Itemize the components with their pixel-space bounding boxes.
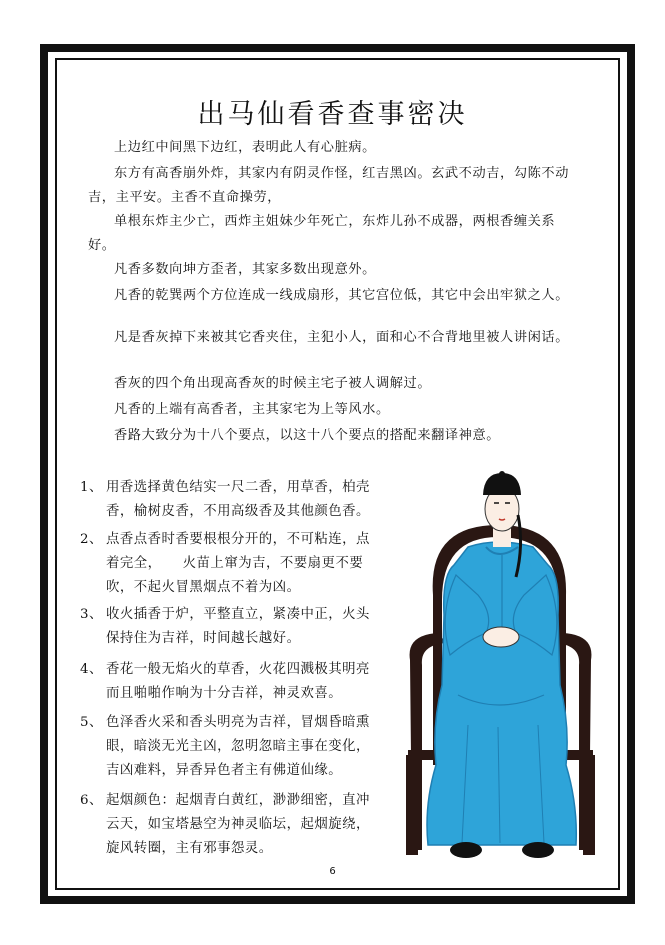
list-item-line: 吉凶难料，异香异色者主有佛道仙缘。 — [106, 763, 343, 778]
list-item-number: 4、 — [80, 662, 103, 677]
paragraph-1: 上边红中间黑下边红，表明此人有心脏病。 — [114, 140, 376, 155]
page-title: 出马仙看香查事密决 — [197, 99, 468, 130]
list-item-line: 香，榆树皮香，不用高级香及其他颜色香。 — [106, 504, 370, 519]
list-item-line: 而且啪啪作响为十分吉祥，神灵欢喜。 — [106, 686, 343, 701]
list-item-line: 着完全， 火苗上窜为吉，不要扇更不要 — [106, 556, 364, 571]
list-item-line: 起烟颜色：起烟青白黄红，渺渺细密，直冲 — [106, 793, 370, 808]
robe — [427, 542, 576, 845]
paragraph-6: 凡是香灰掉下来被其它香夹住，主犯小人，面和心不合背地里被人讲闲话。 — [114, 330, 569, 345]
paragraph-5: 凡香的乾巽两个方位连成一线成扇形，其它宫位低，其它中会出牢狱之人。 — [114, 288, 569, 303]
list-item-line: 吹，不起火冒黑烟点不着为凶。 — [106, 580, 301, 595]
list-item — [80, 658, 405, 706]
list-item-number: 3、 — [80, 607, 103, 622]
list-item-line: 点香点香时香要根根分开的，不可粘连，点 — [106, 532, 370, 547]
list-item — [80, 789, 405, 861]
list-item-number: 1、 — [80, 480, 103, 495]
list-item — [80, 476, 405, 524]
page-number: 6 — [329, 866, 336, 877]
list-item — [80, 528, 405, 600]
list-item — [80, 603, 405, 651]
list-item-line: 云天，如宝塔悬空为神灵临坛，起烟旋绕， — [106, 817, 370, 832]
paragraph-3: 单根东炸主少亡，西炸主姐妹少年死亡，东炸儿孙不成器，两根香缠关系好。 — [88, 214, 556, 253]
list-item-line: 保持住为吉祥，时间越长越好。 — [106, 631, 301, 646]
paragraph-9: 香路大致分为十八个要点，以这十八个要点的搭配来翻译神意。 — [114, 428, 501, 443]
list-item-line: 用香选择黄色结实一尺二香，用草香，柏壳 — [106, 480, 370, 495]
list-item-line: 色泽香火采和香头明亮为吉祥，冒烟昏暗熏 — [106, 715, 370, 730]
paragraph-7: 香灰的四个角出现高香灰的时候主宅子被人调解过。 — [114, 376, 432, 391]
list-item-line: 香花一般无焰火的草香，火花四溅极其明亮 — [106, 662, 370, 677]
list-item-line: 眼，暗淡无光主凶，忽明忽暗主事在变化， — [106, 739, 370, 754]
list-item-line: 收火插香于炉，平整直立，紧凑中正，火头 — [106, 607, 370, 622]
paragraph-4: 凡香多数向坤方歪者，其家多数出现意外。 — [114, 262, 376, 277]
list-item-number: 6、 — [80, 793, 103, 808]
list-item-line: 旋风转圈，主有邪事怨灵。 — [106, 841, 273, 856]
list-item-number: 2、 — [80, 532, 103, 547]
list-item-number: 5、 — [80, 715, 103, 730]
paragraph-8: 凡香的上端有高香者，主其家宅为上等风水。 — [114, 402, 390, 417]
seated-man-illustration — [398, 465, 603, 875]
list-item — [80, 711, 405, 783]
paragraph-2: 东方有高香崩外炸，其家内有阴灵作怪，红吉黑凶。玄武不动吉，勾陈不动吉，主平安。主香不直命操劳， — [88, 166, 569, 205]
